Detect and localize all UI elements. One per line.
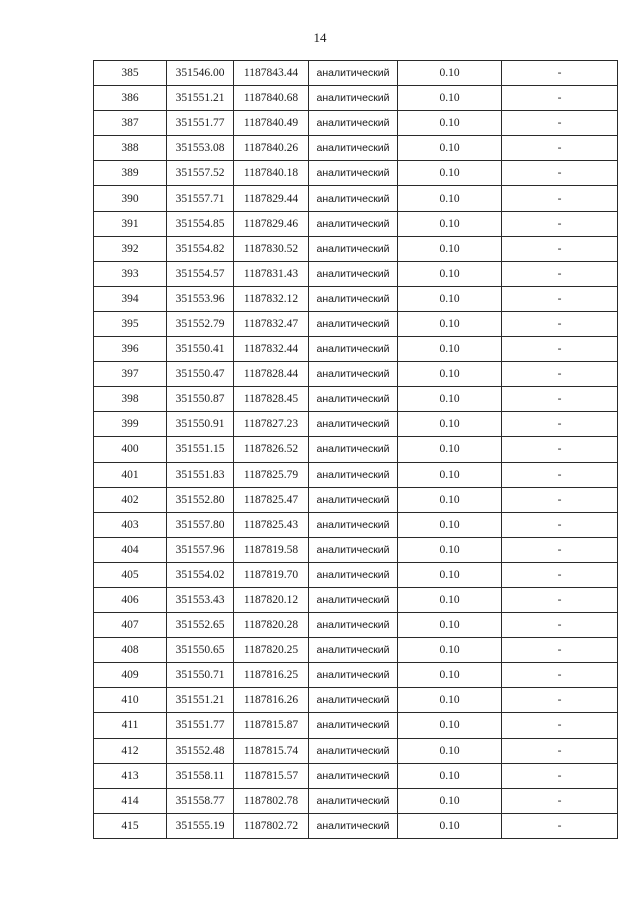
y-coordinate-cell: 1187820.28: [234, 613, 309, 638]
method-cell: аналитический: [309, 813, 398, 838]
x-coordinate-cell: 351552.79: [167, 311, 234, 336]
point-number-cell: 393: [94, 261, 167, 286]
y-coordinate-cell: 1187819.70: [234, 562, 309, 587]
table-row: [94, 362, 618, 387]
y-coordinate-cell: 1187840.49: [234, 111, 309, 136]
note-cell: -: [502, 763, 618, 788]
method-cell: аналитический: [309, 311, 398, 336]
table-row: [94, 437, 618, 462]
note-cell: -: [502, 286, 618, 311]
table-row: [94, 86, 618, 111]
x-coordinate-cell: 351557.80: [167, 512, 234, 537]
note-cell: -: [502, 562, 618, 587]
method-cell: аналитический: [309, 587, 398, 612]
point-number-cell: 394: [94, 286, 167, 311]
accuracy-cell: 0.10: [398, 713, 502, 738]
table-row: [94, 337, 618, 362]
table-row: [94, 512, 618, 537]
note-cell: -: [502, 462, 618, 487]
note-cell: -: [502, 638, 618, 663]
point-number-cell: 392: [94, 236, 167, 261]
accuracy-cell: 0.10: [398, 412, 502, 437]
table-row: [94, 61, 618, 86]
y-coordinate-cell: 1187802.72: [234, 813, 309, 838]
note-cell: -: [502, 362, 618, 387]
x-coordinate-cell: 351557.96: [167, 537, 234, 562]
point-number-cell: 397: [94, 362, 167, 387]
x-coordinate-cell: 351551.15: [167, 437, 234, 462]
x-coordinate-cell: 351555.19: [167, 813, 234, 838]
y-coordinate-cell: 1187843.44: [234, 61, 309, 86]
x-coordinate-cell: 351550.65: [167, 638, 234, 663]
method-cell: аналитический: [309, 362, 398, 387]
x-coordinate-cell: 351558.11: [167, 763, 234, 788]
table-row: [94, 613, 618, 638]
x-coordinate-cell: 351551.77: [167, 713, 234, 738]
table-row: [94, 136, 618, 161]
x-coordinate-cell: 351553.96: [167, 286, 234, 311]
method-cell: аналитический: [309, 136, 398, 161]
method-cell: аналитический: [309, 462, 398, 487]
table-row: [94, 638, 618, 663]
table-row: [94, 211, 618, 236]
method-cell: аналитический: [309, 412, 398, 437]
x-coordinate-cell: 351554.57: [167, 261, 234, 286]
y-coordinate-cell: 1187827.23: [234, 412, 309, 437]
method-cell: аналитический: [309, 713, 398, 738]
accuracy-cell: 0.10: [398, 487, 502, 512]
accuracy-cell: 0.10: [398, 61, 502, 86]
method-cell: аналитический: [309, 437, 398, 462]
note-cell: -: [502, 587, 618, 612]
accuracy-cell: 0.10: [398, 186, 502, 211]
accuracy-cell: 0.10: [398, 136, 502, 161]
point-number-cell: 388: [94, 136, 167, 161]
note-cell: -: [502, 387, 618, 412]
point-number-cell: 408: [94, 638, 167, 663]
point-number-cell: 387: [94, 111, 167, 136]
accuracy-cell: 0.10: [398, 688, 502, 713]
method-cell: аналитический: [309, 738, 398, 763]
note-cell: -: [502, 688, 618, 713]
x-coordinate-cell: 351553.43: [167, 587, 234, 612]
note-cell: -: [502, 412, 618, 437]
accuracy-cell: 0.10: [398, 512, 502, 537]
accuracy-cell: 0.10: [398, 587, 502, 612]
note-cell: -: [502, 86, 618, 111]
x-coordinate-cell: 351551.77: [167, 111, 234, 136]
accuracy-cell: 0.10: [398, 161, 502, 186]
y-coordinate-cell: 1187832.12: [234, 286, 309, 311]
point-number-cell: 401: [94, 462, 167, 487]
x-coordinate-cell: 351546.00: [167, 61, 234, 86]
method-cell: аналитический: [309, 261, 398, 286]
table-row: [94, 236, 618, 261]
accuracy-cell: 0.10: [398, 763, 502, 788]
table-row: [94, 537, 618, 562]
x-coordinate-cell: 351550.91: [167, 412, 234, 437]
y-coordinate-cell: 1187816.26: [234, 688, 309, 713]
method-cell: аналитический: [309, 512, 398, 537]
y-coordinate-cell: 1187820.25: [234, 638, 309, 663]
x-coordinate-cell: 351550.47: [167, 362, 234, 387]
table-row: [94, 161, 618, 186]
y-coordinate-cell: 1187802.78: [234, 788, 309, 813]
method-cell: аналитический: [309, 86, 398, 111]
method-cell: аналитический: [309, 236, 398, 261]
y-coordinate-cell: 1187820.12: [234, 587, 309, 612]
table-row: [94, 286, 618, 311]
method-cell: аналитический: [309, 638, 398, 663]
coordinates-table-body: [94, 61, 618, 839]
table-row: [94, 763, 618, 788]
x-coordinate-cell: 351558.77: [167, 788, 234, 813]
accuracy-cell: 0.10: [398, 663, 502, 688]
point-number-cell: 409: [94, 663, 167, 688]
method-cell: аналитический: [309, 688, 398, 713]
point-number-cell: 414: [94, 788, 167, 813]
y-coordinate-cell: 1187815.74: [234, 738, 309, 763]
x-coordinate-cell: 351554.82: [167, 236, 234, 261]
table-row: [94, 462, 618, 487]
method-cell: аналитический: [309, 186, 398, 211]
point-number-cell: 389: [94, 161, 167, 186]
x-coordinate-cell: 351554.85: [167, 211, 234, 236]
y-coordinate-cell: 1187815.57: [234, 763, 309, 788]
method-cell: аналитический: [309, 211, 398, 236]
point-number-cell: 395: [94, 311, 167, 336]
accuracy-cell: 0.10: [398, 362, 502, 387]
table-row: [94, 713, 618, 738]
x-coordinate-cell: 351557.71: [167, 186, 234, 211]
method-cell: аналитический: [309, 788, 398, 813]
point-number-cell: 403: [94, 512, 167, 537]
table-row: [94, 663, 618, 688]
note-cell: -: [502, 537, 618, 562]
point-number-cell: 404: [94, 537, 167, 562]
accuracy-cell: 0.10: [398, 537, 502, 562]
point-number-cell: 402: [94, 487, 167, 512]
accuracy-cell: 0.10: [398, 788, 502, 813]
y-coordinate-cell: 1187832.44: [234, 337, 309, 362]
table-row: [94, 186, 618, 211]
point-number-cell: 390: [94, 186, 167, 211]
x-coordinate-cell: 351550.87: [167, 387, 234, 412]
point-number-cell: 412: [94, 738, 167, 763]
accuracy-cell: 0.10: [398, 462, 502, 487]
accuracy-cell: 0.10: [398, 387, 502, 412]
note-cell: -: [502, 512, 618, 537]
method-cell: аналитический: [309, 763, 398, 788]
method-cell: аналитический: [309, 337, 398, 362]
y-coordinate-cell: 1187826.52: [234, 437, 309, 462]
x-coordinate-cell: 351551.21: [167, 86, 234, 111]
coordinates-table: [93, 60, 618, 839]
point-number-cell: 396: [94, 337, 167, 362]
point-number-cell: 385: [94, 61, 167, 86]
accuracy-cell: 0.10: [398, 613, 502, 638]
point-number-cell: 399: [94, 412, 167, 437]
table-row: [94, 788, 618, 813]
accuracy-cell: 0.10: [398, 86, 502, 111]
y-coordinate-cell: 1187840.18: [234, 161, 309, 186]
y-coordinate-cell: 1187829.46: [234, 211, 309, 236]
x-coordinate-cell: 351557.52: [167, 161, 234, 186]
point-number-cell: 398: [94, 387, 167, 412]
note-cell: -: [502, 738, 618, 763]
point-number-cell: 405: [94, 562, 167, 587]
note-cell: -: [502, 261, 618, 286]
y-coordinate-cell: 1187825.43: [234, 512, 309, 537]
table-row: [94, 261, 618, 286]
note-cell: -: [502, 236, 618, 261]
accuracy-cell: 0.10: [398, 311, 502, 336]
accuracy-cell: 0.10: [398, 738, 502, 763]
method-cell: аналитический: [309, 663, 398, 688]
table-row: [94, 738, 618, 763]
point-number-cell: 411: [94, 713, 167, 738]
point-number-cell: 407: [94, 613, 167, 638]
note-cell: -: [502, 663, 618, 688]
note-cell: -: [502, 161, 618, 186]
x-coordinate-cell: 351551.21: [167, 688, 234, 713]
accuracy-cell: 0.10: [398, 562, 502, 587]
accuracy-cell: 0.10: [398, 813, 502, 838]
point-number-cell: 400: [94, 437, 167, 462]
method-cell: аналитический: [309, 537, 398, 562]
x-coordinate-cell: 351552.80: [167, 487, 234, 512]
y-coordinate-cell: 1187825.47: [234, 487, 309, 512]
x-coordinate-cell: 351554.02: [167, 562, 234, 587]
method-cell: аналитический: [309, 61, 398, 86]
method-cell: аналитический: [309, 562, 398, 587]
note-cell: -: [502, 613, 618, 638]
y-coordinate-cell: 1187819.58: [234, 537, 309, 562]
point-number-cell: 406: [94, 587, 167, 612]
y-coordinate-cell: 1187830.52: [234, 236, 309, 261]
note-cell: -: [502, 437, 618, 462]
accuracy-cell: 0.10: [398, 286, 502, 311]
x-coordinate-cell: 351553.08: [167, 136, 234, 161]
x-coordinate-cell: 351550.41: [167, 337, 234, 362]
method-cell: аналитический: [309, 387, 398, 412]
note-cell: -: [502, 487, 618, 512]
method-cell: аналитический: [309, 286, 398, 311]
note-cell: -: [502, 713, 618, 738]
point-number-cell: 391: [94, 211, 167, 236]
note-cell: -: [502, 788, 618, 813]
x-coordinate-cell: 351552.48: [167, 738, 234, 763]
note-cell: -: [502, 311, 618, 336]
note-cell: -: [502, 136, 618, 161]
y-coordinate-cell: 1187815.87: [234, 713, 309, 738]
y-coordinate-cell: 1187840.68: [234, 86, 309, 111]
note-cell: -: [502, 111, 618, 136]
accuracy-cell: 0.10: [398, 111, 502, 136]
method-cell: аналитический: [309, 161, 398, 186]
table-row: [94, 813, 618, 838]
note-cell: -: [502, 211, 618, 236]
note-cell: -: [502, 186, 618, 211]
point-number-cell: 410: [94, 688, 167, 713]
y-coordinate-cell: 1187831.43: [234, 261, 309, 286]
accuracy-cell: 0.10: [398, 638, 502, 663]
accuracy-cell: 0.10: [398, 236, 502, 261]
method-cell: аналитический: [309, 613, 398, 638]
accuracy-cell: 0.10: [398, 211, 502, 236]
note-cell: -: [502, 813, 618, 838]
note-cell: -: [502, 61, 618, 86]
table-row: [94, 587, 618, 612]
method-cell: аналитический: [309, 487, 398, 512]
note-cell: -: [502, 337, 618, 362]
table-row: [94, 111, 618, 136]
table-row: [94, 688, 618, 713]
point-number-cell: 413: [94, 763, 167, 788]
y-coordinate-cell: 1187825.79: [234, 462, 309, 487]
y-coordinate-cell: 1187828.45: [234, 387, 309, 412]
page-number: 14: [313, 30, 327, 45]
point-number-cell: 386: [94, 86, 167, 111]
accuracy-cell: 0.10: [398, 261, 502, 286]
table-row: [94, 387, 618, 412]
y-coordinate-cell: 1187832.47: [234, 311, 309, 336]
table-row: [94, 311, 618, 336]
table-row: [94, 412, 618, 437]
x-coordinate-cell: 351551.83: [167, 462, 234, 487]
accuracy-cell: 0.10: [398, 437, 502, 462]
method-cell: аналитический: [309, 111, 398, 136]
y-coordinate-cell: 1187840.26: [234, 136, 309, 161]
y-coordinate-cell: 1187828.44: [234, 362, 309, 387]
table-row: [94, 562, 618, 587]
y-coordinate-cell: 1187829.44: [234, 186, 309, 211]
x-coordinate-cell: 351552.65: [167, 613, 234, 638]
x-coordinate-cell: 351550.71: [167, 663, 234, 688]
accuracy-cell: 0.10: [398, 337, 502, 362]
point-number-cell: 415: [94, 813, 167, 838]
y-coordinate-cell: 1187816.25: [234, 663, 309, 688]
table-row: [94, 487, 618, 512]
